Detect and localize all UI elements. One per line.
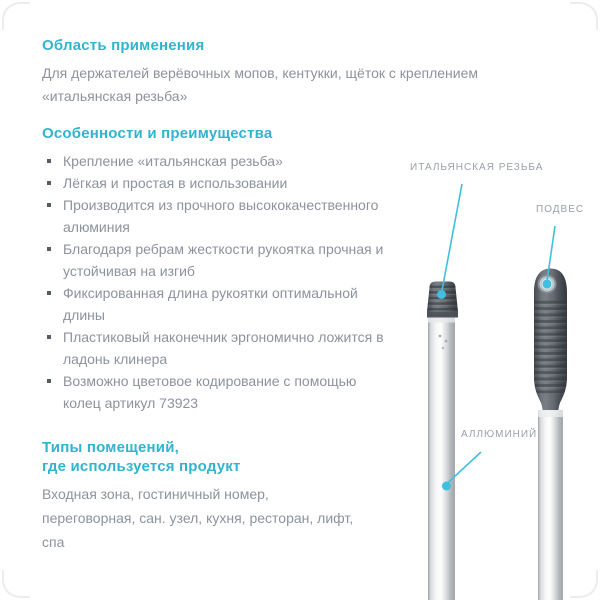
hanger-hole bbox=[538, 275, 557, 294]
info-panel bbox=[42, 36, 516, 554]
room-types-body: Входная зона, гостиничный номер, переговорная, сан. узел, кухня, ресторан, лифт, спа bbox=[42, 486, 354, 550]
list-item: Возможно цветовое кодирование с помощью колец артикул 73923 bbox=[42, 370, 388, 414]
callout-label-thread: ИТАЛЬЯНСКАЯ РЕЗЬБА bbox=[410, 162, 544, 173]
callout-label-aluminum: АЛЛЮМИНИЙ bbox=[461, 429, 538, 440]
features-title: Особенности и преимущества bbox=[42, 125, 273, 142]
section-application bbox=[42, 36, 516, 108]
rounded-corner-decoration bbox=[2, 2, 30, 30]
grip-handle bbox=[532, 269, 570, 411]
list-item: Лёгкая и простая в использовании bbox=[42, 172, 388, 194]
section-room-types bbox=[42, 438, 516, 554]
room-types-title-line1: Типы помещений, bbox=[42, 439, 179, 456]
rounded-corner-decoration bbox=[570, 2, 598, 30]
room-types-title-line2: где используется продукт bbox=[42, 458, 241, 475]
list-item: Фиксированная длина рукоятки оптимальной длины bbox=[42, 282, 388, 326]
features-list bbox=[42, 150, 388, 414]
application-body: Для держателей верёвочных мопов, кентукки, щёток с креплением «итальянская резьба» bbox=[42, 65, 478, 104]
list-item: Производится из прочного высококачественного алюминия bbox=[42, 194, 388, 238]
callout-dot-hanger bbox=[542, 279, 551, 288]
callout-label-hanger: ПОДВЕС bbox=[536, 204, 585, 215]
rounded-corner-decoration bbox=[570, 570, 598, 598]
rounded-corner-decoration bbox=[2, 570, 30, 598]
section-features bbox=[42, 124, 516, 414]
list-item: Крепление «итальянская резьба» bbox=[42, 150, 388, 172]
list-item: Пластиковый наконечник эргономично ложится в ладонь клинера bbox=[42, 326, 388, 370]
callout-line-hanger bbox=[547, 226, 555, 281]
aluminum-pole-right bbox=[538, 410, 563, 600]
application-title: Область применения bbox=[42, 37, 205, 54]
list-item: Благодаря ребрам жесткости рукоятка прочная и устойчивая на изгиб bbox=[42, 238, 388, 282]
room-types-title bbox=[42, 438, 516, 476]
